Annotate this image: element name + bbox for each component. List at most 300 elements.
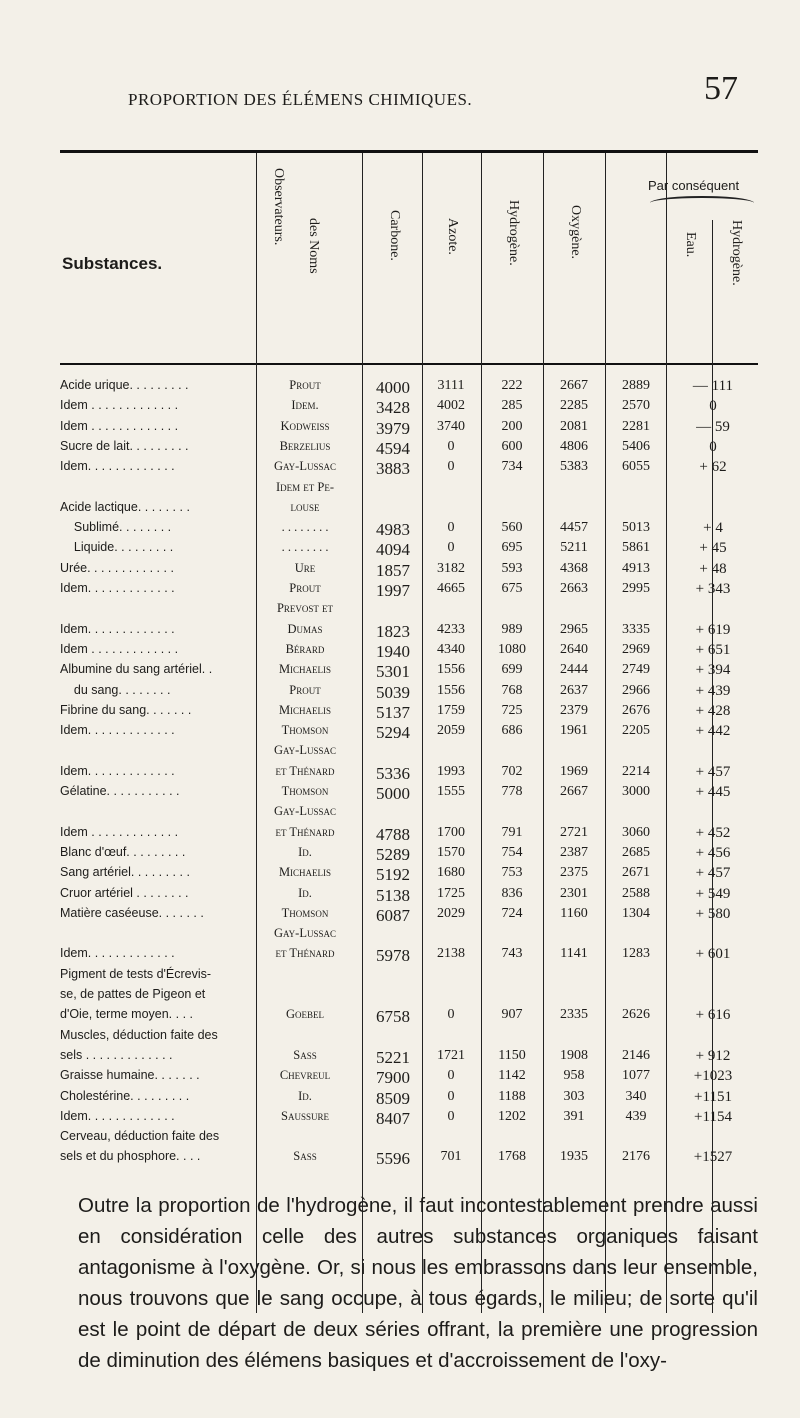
cell-obs: Chevreul [279,1068,331,1083]
table-row [0,1028,800,1048]
cell-e: 2966 [622,682,650,698]
cell-h: 754 [501,844,523,860]
cell-n: 4665 [437,581,465,596]
cell-x: + 580 [695,905,731,922]
cell-obs: Gay-Lussac [273,804,336,819]
cell-x: + 62 [699,459,727,476]
col-header-carbone: Carbone. [387,210,402,261]
cell-obs: Prout [289,581,321,595]
cell-n: 1556 [437,682,465,698]
cell-obs: et Thénard [275,824,335,839]
table-row [0,1007,800,1027]
par-consequent-label: Par conséquent [648,178,740,193]
cell-h: 768 [501,682,523,698]
table-row [0,845,800,865]
cell-n: 2029 [437,905,465,921]
cell-c: 5221 [376,1047,410,1067]
cell-n: 0 [447,459,455,475]
cell-c: 4094 [376,540,410,560]
cell-obs: Sass [293,1047,317,1062]
cell-x: — 59 [696,418,730,435]
cell-e: 5013 [622,520,650,536]
cell-obs: Id. [298,1088,312,1103]
cell-sub: Cholestérine. . . . . . . . . [60,1088,190,1103]
cell-o: 2081 [560,418,588,434]
col-header-observers: Observateurs. [271,168,286,246]
cell-sub: Acide urique. . . . . . . . . [60,378,189,392]
cell-e: 2969 [622,641,650,657]
cell-c: 3428 [376,398,410,418]
cell-obs: Id. [298,844,312,859]
cell-sub: Idem. . . . . . . . . . . . . [60,946,175,961]
cell-sub: Albumine du sang artériel. . [60,662,213,677]
cell-x: +1527 [693,1149,733,1166]
cell-h: 285 [501,398,523,414]
cell-e: 2995 [622,581,650,596]
cell-n: 4340 [437,641,465,657]
cell-n: 3740 [437,418,465,434]
cell-c: 4000 [376,378,410,397]
cell-e: 1077 [622,1068,650,1084]
cell-sub: sels . . . . . . . . . . . . . [60,1047,173,1062]
cell-e: 2671 [622,865,650,881]
cell-x: +1151 [694,1088,732,1105]
cell-obs: Gay-Lussac [273,459,336,474]
cell-n: 0 [447,1088,455,1104]
cell-sub: Matière caséeuse. . . . . . . [60,905,204,920]
cell-e: 2205 [622,723,650,739]
cell-o: 303 [563,1088,585,1104]
cell-sub: d'Oie, terme moyen. . . . [60,1007,193,1022]
cell-c: 5138 [376,885,410,905]
cell-x: + 549 [695,885,731,902]
table-row [0,581,800,601]
cell-n: 1725 [437,885,465,901]
cell-sub: Liquide. . . . . . . . . [60,540,174,555]
cell-o: 2301 [560,885,588,901]
brace [650,196,754,210]
cell-o: 2667 [560,378,588,393]
cell-e: 1283 [622,946,650,962]
table-row [0,1068,800,1088]
cell-c: 8509 [376,1088,410,1108]
cell-obs: Idem et Pe- [275,479,335,494]
cell-sub: Cerveau, déduction faite des [60,1129,220,1144]
cell-n: 3182 [437,560,465,576]
cell-c: 4983 [376,520,410,540]
cell-sub: Cruor artériel . . . . . . . . [60,885,189,900]
table-row [0,703,800,723]
cell-h: 791 [501,824,523,840]
cell-c: 6758 [376,1007,410,1027]
table-row [0,378,800,398]
table-row [0,520,800,540]
table-row [0,1129,800,1149]
cell-n: 1556 [437,662,465,678]
cell-obs: Idem. [291,398,319,413]
table-row [0,662,800,682]
table-row [0,967,800,987]
cell-n: 1993 [437,763,465,779]
cell-obs: Thomson [281,905,329,920]
cell-sub: Sang artériel. . . . . . . . . [60,865,190,880]
table-row [0,926,800,946]
table-row [0,743,800,763]
table-row [0,601,800,621]
cell-e: 2749 [622,662,650,678]
cell-n: 701 [440,1149,462,1165]
cell-c: 1997 [376,581,410,600]
cell-obs: Prout [289,378,321,392]
cell-e: 2146 [622,1047,650,1063]
cell-sub: Sucre de lait. . . . . . . . . [60,438,189,453]
cell-h: 200 [501,418,523,434]
cell-obs: Kodweiss [280,418,330,433]
cell-n: 0 [447,1068,455,1084]
cell-obs: . . . . . . . . [281,540,329,555]
cell-o: 2965 [560,621,588,637]
cell-h: 989 [501,621,523,637]
table-row [0,865,800,885]
cell-o: 5211 [560,540,588,556]
cell-n: 1721 [437,1047,465,1063]
cell-obs: Sass [293,1149,317,1164]
cell-h: 1188 [498,1088,526,1104]
cell-x: 0 [709,438,717,455]
cell-n: 4002 [437,398,465,414]
cell-sub: se, de pattes de Pigeon et [60,987,206,1001]
cell-sub: Idem . . . . . . . . . . . . . [60,641,179,656]
col-header-azote: Azote. [445,218,460,255]
cell-o: 2667 [560,784,588,799]
cell-o: 2721 [560,824,588,840]
table-row [0,622,800,642]
cell-obs: Prevost et [276,601,334,616]
table-row [0,946,800,966]
cell-o: 4368 [560,560,588,576]
cell-n: 2138 [437,946,465,962]
cell-h: 600 [501,438,523,454]
table-row [0,804,800,824]
cell-o: 391 [563,1108,585,1124]
cell-o: 2335 [560,1007,588,1023]
paragraph-text: Outre la proportion de l'hydrogène, il faut incontestablement prendre aussi en considération celle des autres substances organiques faisant antagonisme à l'oxygène. Or, si nous les embrassons dans leur ensemble, nous trouvons que le sang occupe, à tous égards, le milieu; de sorte qu'il est le point de départ de deux séries offrant, la première une progression de diminution des élémens basiques et d'accroissement de l'oxy- [78,1194,758,1372]
cell-c: 5294 [376,723,410,743]
cell-x: + 912 [695,1047,731,1064]
cell-sub: Idem . . . . . . . . . . . . . [60,418,179,433]
col-header-hydrogene-result: Hydrogène. [729,220,744,286]
cell-e: 3060 [622,824,650,840]
cell-x: + 457 [695,763,731,780]
table-row [0,784,800,804]
cell-o: 2444 [560,662,588,678]
cell-h: 686 [501,723,523,739]
table-row [0,642,800,662]
cell-h: 222 [501,378,523,393]
col-header-substances: Substances. [62,254,163,273]
running-title: PROPORTION DES ÉLÉMENS CHIMIQUES. [128,90,473,109]
cell-n: 0 [447,1108,455,1124]
cell-o: 1141 [560,946,588,962]
cell-sub: Idem. . . . . . . . . . . . . [60,723,175,738]
cell-x: + 439 [695,682,731,699]
cell-x: + 456 [695,844,731,861]
cell-h: 753 [501,865,523,881]
cell-e: 5861 [622,540,650,556]
cell-e: 5406 [622,438,650,454]
cell-c: 5192 [376,865,410,885]
cell-n: 1555 [437,784,465,799]
cell-sub: Idem. . . . . . . . . . . . . [60,1108,175,1123]
cell-n: 0 [447,540,455,556]
cell-o: 1160 [560,905,588,921]
cell-e: 2676 [622,702,650,718]
head-bottom-rule [60,363,758,365]
cell-obs: Michaelis [278,662,332,677]
cell-c: 5596 [376,1149,410,1169]
cell-h: 778 [501,784,523,799]
cell-o: 1908 [560,1047,588,1063]
table-row [0,561,800,581]
running-header [0,70,800,110]
table-row [0,1048,800,1068]
cell-x: + 394 [695,662,731,679]
cell-sub: Idem. . . . . . . . . . . . . [60,459,175,474]
cell-e: 2685 [622,844,650,860]
table-row [0,398,800,418]
cell-o: 1969 [560,763,588,779]
table-row [0,683,800,703]
cell-sub: Idem. . . . . . . . . . . . . [60,621,175,636]
table-row [0,906,800,926]
cell-obs: Michaelis [278,702,332,717]
cell-sub: Pigment de tests d'Écrevis- [60,966,212,981]
cell-h: 1142 [498,1068,526,1084]
cell-obs: Thomson [281,723,329,738]
cell-c: 5978 [376,946,410,966]
cell-sub: du sang. . . . . . . . [60,682,171,697]
cell-x: 0 [709,398,717,415]
cell-c: 5137 [376,702,410,722]
cell-x: +1154 [694,1108,732,1125]
table-row [0,480,800,500]
cell-x: +1023 [693,1068,733,1085]
cell-e: 2570 [622,398,650,414]
cell-n: 4233 [437,621,465,637]
cell-x: + 457 [695,865,731,882]
cell-c: 5336 [376,763,410,783]
cell-h: 724 [501,905,523,921]
cell-c: 4594 [376,438,410,458]
table-row [0,723,800,743]
cell-obs: Bérard [285,641,325,656]
cell-obs: Thomson [281,784,329,798]
cell-n: 0 [447,1007,455,1023]
cell-obs: Dumas [287,621,323,636]
cell-x: + 4 [703,520,723,537]
cell-o: 2285 [560,398,588,414]
cell-e: 2626 [622,1007,650,1023]
table-row [0,825,800,845]
cell-c: 5039 [376,682,410,702]
col-header-oxygene: Oxygène. [568,205,583,260]
cell-obs: et Thénard [275,946,335,961]
cell-h: 702 [501,763,523,779]
cell-h: 734 [501,459,523,475]
cell-h: 1150 [498,1047,526,1063]
cell-obs: Ure [294,560,316,575]
cell-h: 907 [501,1007,523,1023]
cell-sub: Sublimé. . . . . . . . [60,520,172,535]
cell-sub: Urée. . . . . . . . . . . . . [60,560,174,575]
cell-sub: Idem. . . . . . . . . . . . . [60,581,175,595]
cell-x: + 616 [695,1007,731,1024]
cell-sub: Fibrine du sang. . . . . . . [60,702,192,717]
table-top-rule [60,150,758,153]
cell-o: 2375 [560,865,588,881]
cell-n: 0 [447,438,455,454]
cell-o: 1935 [560,1149,588,1165]
cell-o: 2640 [560,641,588,657]
cell-sub: Blanc d'œuf. . . . . . . . . [60,844,186,859]
cell-h: 836 [501,885,523,901]
cell-sub: Idem . . . . . . . . . . . . . [60,824,179,839]
cell-x: — 111 [692,378,734,394]
col-header-names: des Noms [306,218,321,274]
cell-obs: et Thénard [275,763,335,778]
cell-e: 2214 [622,763,650,779]
col-header-hydrogene: Hydrogène. [506,200,521,266]
cell-obs: louse [290,499,320,514]
cell-o: 2379 [560,702,588,718]
col-header-eau: Eau. [683,232,698,258]
cell-x: + 452 [695,824,731,841]
cell-h: 725 [501,702,523,718]
table-row [0,1089,800,1109]
page-number: 57 [704,70,738,107]
cell-h: 1768 [498,1149,526,1165]
cell-obs: Saussure [281,1108,329,1123]
cell-sub: sels et du phosphore. . . . [60,1149,201,1164]
cell-sub: Idem . . . . . . . . . . . . . [60,398,179,413]
cell-x: + 619 [695,621,731,638]
table-row [0,500,800,520]
cell-c: 3979 [376,418,410,438]
cell-sub: Muscles, déduction faite des [60,1027,218,1042]
cell-obs: Berzelius [279,438,331,453]
cell-x: + 445 [695,784,731,800]
cell-o: 2387 [560,844,588,860]
cell-obs: Gay-Lussac [273,926,336,941]
cell-c: 1823 [376,621,410,641]
cell-n: 3111 [437,378,465,393]
table-row [0,987,800,1007]
cell-o: 4457 [560,520,588,536]
table-row [0,540,800,560]
cell-x: + 601 [695,946,731,963]
cell-h: 743 [501,946,523,962]
cell-n: 1700 [437,824,465,840]
cell-o: 5383 [560,459,588,475]
cell-c: 1940 [376,641,410,661]
cell-e: 439 [625,1108,647,1124]
cell-n: 1570 [437,844,465,860]
cell-x: + 48 [699,560,727,577]
cell-o: 4806 [560,438,588,454]
cell-c: 8407 [376,1108,410,1128]
cell-e: 2176 [622,1149,650,1165]
cell-obs: . . . . . . . . [281,520,329,535]
cell-c: 1857 [376,560,410,580]
cell-o: 1961 [560,723,588,739]
cell-o: 2637 [560,682,588,698]
cell-o: 958 [563,1068,585,1084]
cell-n: 0 [447,520,455,536]
table-row [0,1149,800,1169]
cell-x: + 343 [695,581,731,597]
cell-sub: Gélatine. . . . . . . . . . . [60,784,180,798]
cell-n: 1759 [437,702,465,718]
cell-sub: Acide lactique. . . . . . . . [60,499,190,514]
cell-h: 1080 [498,641,526,657]
cell-x: + 651 [695,641,731,658]
table-row [0,764,800,784]
cell-e: 2889 [622,378,650,393]
cell-e: 340 [625,1088,647,1104]
cell-e: 6055 [622,459,650,475]
table-row [0,419,800,439]
cell-h: 1202 [498,1108,526,1124]
cell-c: 4788 [376,824,410,844]
cell-h: 560 [501,520,523,536]
cell-obs: Gay-Lussac [273,743,336,758]
cell-obs: Goebel [285,1007,325,1022]
cell-obs: Prout [289,682,321,697]
cell-c: 5289 [376,844,410,864]
cell-sub: Idem. . . . . . . . . . . . . [60,763,175,778]
body-paragraph [78,1190,758,1376]
cell-h: 675 [501,581,523,596]
cell-obs: Michaelis [278,865,332,880]
table-row [0,886,800,906]
cell-x: + 442 [695,723,731,740]
cell-c: 6087 [376,905,410,925]
table-row [0,439,800,459]
cell-h: 695 [501,540,523,556]
cell-obs: Id. [298,885,312,900]
cell-sub: Graisse humaine. . . . . . . [60,1068,200,1083]
cell-c: 3883 [376,459,410,479]
cell-e: 3000 [622,784,650,799]
table-row [0,1109,800,1129]
cell-c: 5000 [376,784,410,803]
table-row [0,459,800,479]
cell-h: 593 [501,560,523,576]
cell-n: 2059 [437,723,465,739]
cell-c: 5301 [376,662,410,682]
cell-e: 1304 [622,905,650,921]
cell-x: + 45 [699,540,727,557]
cell-x: + 428 [695,702,731,719]
cell-e: 4913 [622,560,650,576]
cell-e: 2281 [622,418,650,434]
cell-e: 2588 [622,885,650,901]
cell-h: 699 [501,662,523,678]
cell-n: 1680 [437,865,465,881]
cell-o: 2663 [560,581,588,596]
cell-e: 3335 [622,621,650,637]
cell-c: 7900 [376,1068,410,1088]
